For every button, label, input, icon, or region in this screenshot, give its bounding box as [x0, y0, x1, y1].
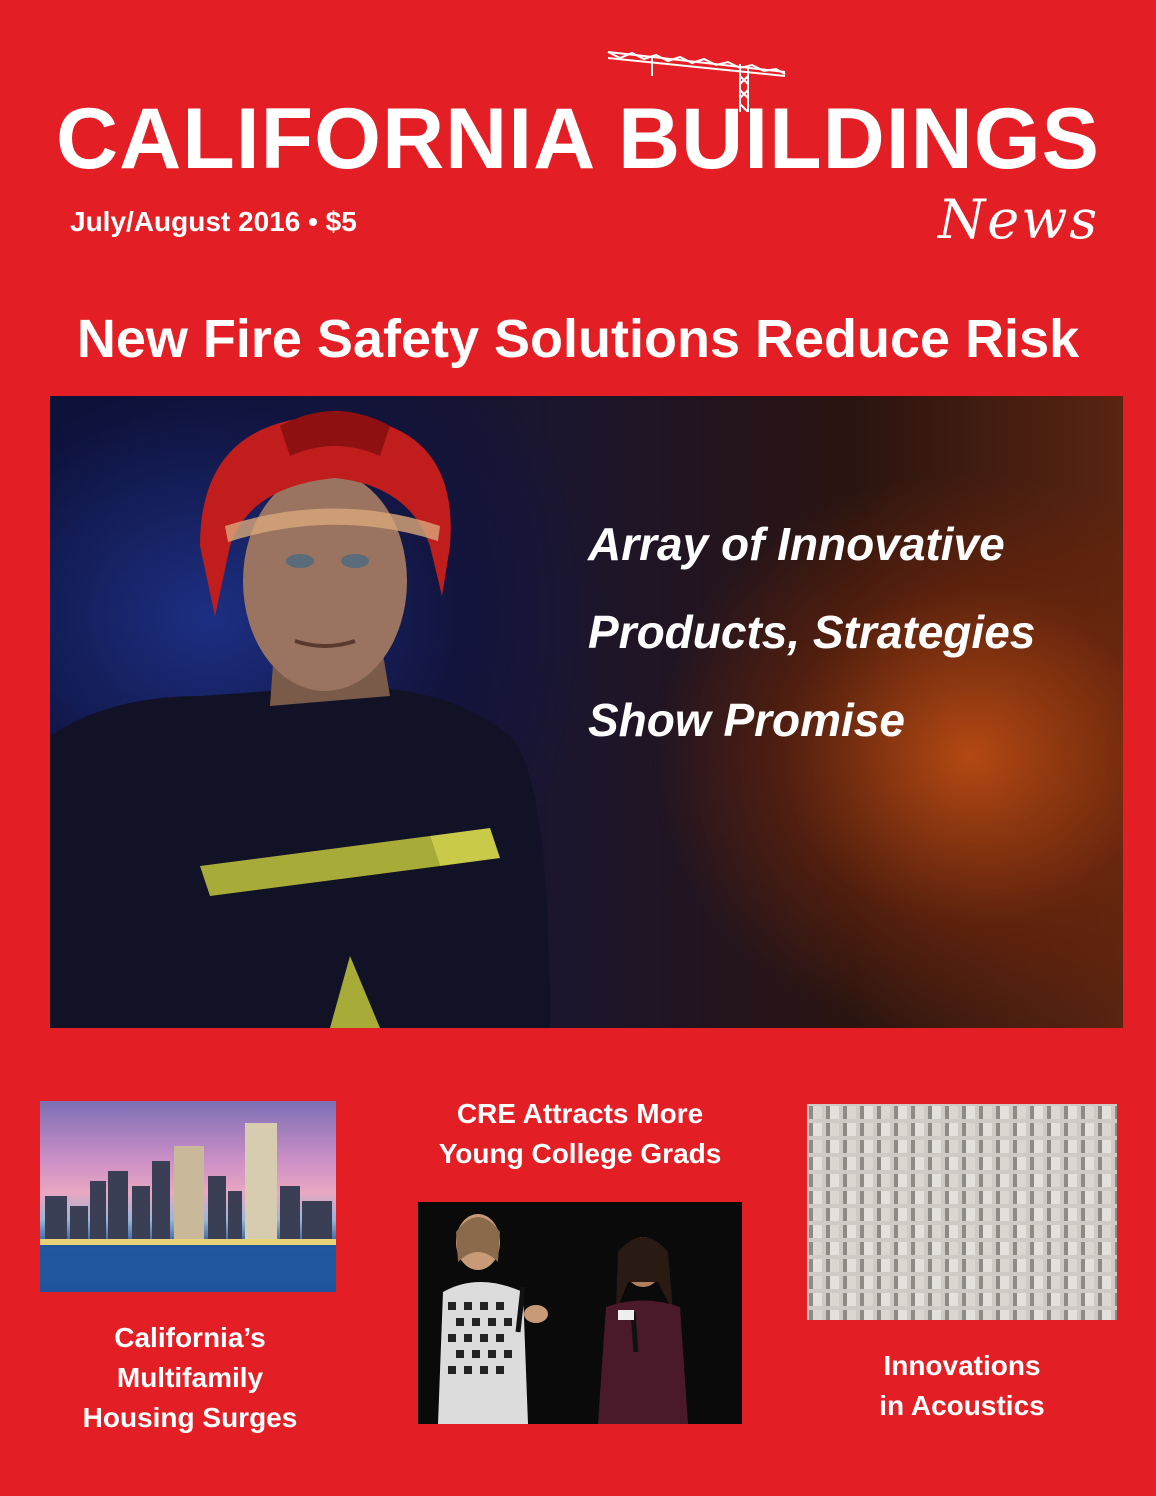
acoustic-tile-shadow — [1081, 1123, 1085, 1136]
acoustic-tile-shadow — [1115, 1310, 1117, 1320]
acoustic-tile-shadow — [826, 1208, 830, 1221]
acoustic-tile-shadow — [809, 1140, 813, 1153]
acoustic-tile-shadow — [860, 1106, 864, 1119]
acoustic-tile-shadow — [979, 1208, 983, 1221]
grads-caption — [398, 1094, 762, 1174]
acoustic-tile-shadow — [1064, 1157, 1068, 1170]
masthead-title: CALIFORNIA BUILDINGS — [56, 91, 1100, 187]
acoustic-tile-shadow — [928, 1106, 932, 1119]
acoustic-tile-shadow — [945, 1191, 949, 1204]
acoustic-tile-shadow — [996, 1276, 1000, 1289]
acoustic-tile-shadow — [843, 1225, 847, 1238]
acoustic-tile-shadow — [860, 1208, 864, 1221]
acoustic-tile-shadow — [860, 1174, 864, 1187]
acoustic-tile-shadow — [1115, 1174, 1117, 1187]
acoustic-tile-shadow — [1064, 1225, 1068, 1238]
acoustic-tile-shadow — [1013, 1259, 1017, 1272]
acoustic-tile-shadow — [1047, 1225, 1051, 1238]
acoustic-tile-shadow — [945, 1225, 949, 1238]
acoustic-tile-shadow — [1013, 1123, 1017, 1136]
acoustic-tile-shadow — [962, 1242, 966, 1255]
acoustic-tile-shadow — [979, 1140, 983, 1153]
issue-date-price: July/August 2016 • $5 — [70, 206, 357, 237]
acoustic-tile-shadow — [1098, 1276, 1102, 1289]
acoustic-tile-shadow — [877, 1259, 881, 1272]
acoustic-tile-shadow — [928, 1259, 932, 1272]
acoustic-tile-shadow — [1047, 1310, 1051, 1320]
acoustic-tile-shadow — [996, 1310, 1000, 1320]
acoustic-tile-shadow — [894, 1174, 898, 1187]
acoustic-tile-shadow — [809, 1106, 813, 1119]
acoustic-tile-shadow — [894, 1259, 898, 1272]
acoustic-tile-shadow — [860, 1259, 864, 1272]
acoustic-tile-shadow — [877, 1293, 881, 1306]
acoustic-tile-shadow — [1064, 1123, 1068, 1136]
acoustic-tile-shadow — [1047, 1106, 1051, 1119]
acoustic-tile-shadow — [1081, 1225, 1085, 1238]
acoustic-tile-shadow — [894, 1157, 898, 1170]
acoustic-tile-shadow — [928, 1293, 932, 1306]
acoustic-tile-shadow — [911, 1225, 915, 1238]
acoustic-tile-shadow — [1030, 1276, 1034, 1289]
acoustic-tile-shadow — [979, 1293, 983, 1306]
acoustic-tile-shadow — [843, 1123, 847, 1136]
acoustic-tile-shadow — [1047, 1191, 1051, 1204]
acoustic-tile-shadow — [1081, 1310, 1085, 1320]
acoustic-tile-shadow — [1013, 1157, 1017, 1170]
acoustic-tile-shadow — [1098, 1174, 1102, 1187]
acoustic-tile-shadow — [1030, 1242, 1034, 1255]
acoustic-tile-shadow — [1064, 1208, 1068, 1221]
acoustic-tile-shadow — [1013, 1106, 1017, 1119]
acoustic-tile-shadow — [1098, 1123, 1102, 1136]
acoustic-tile-shadow — [877, 1157, 881, 1170]
acoustic-tile-shadow — [1115, 1140, 1117, 1153]
acoustic-tile-shadow — [860, 1123, 864, 1136]
acoustic-tile-shadow — [979, 1123, 983, 1136]
acoustic-tile-shadow — [809, 1208, 813, 1221]
acoustic-tile-shadow — [826, 1191, 830, 1204]
acoustic-tile-shadow — [1081, 1208, 1085, 1221]
acoustic-tile-shadow — [809, 1276, 813, 1289]
acoustic-tile-shadow — [860, 1310, 864, 1320]
masthead-news-word: News — [938, 188, 1100, 251]
acoustic-tile-shadow — [1013, 1140, 1017, 1153]
acoustic-tile-shadow — [1115, 1293, 1117, 1306]
acoustic-tile-shadow — [826, 1310, 830, 1320]
acoustic-tile-shadow — [877, 1242, 881, 1255]
acoustic-tile-shadow — [843, 1310, 847, 1320]
city-skyline-photo — [40, 1101, 336, 1292]
acoustic-tile-shadow — [860, 1225, 864, 1238]
acoustic-tile-shadow — [945, 1157, 949, 1170]
acoustic-tile-shadow — [996, 1191, 1000, 1204]
acoustic-tile-shadow — [1115, 1259, 1117, 1272]
acoustic-tile-shadow — [1115, 1225, 1117, 1238]
acoustic-tile-shadow — [1030, 1208, 1034, 1221]
acoustic-tile-shadow — [843, 1157, 847, 1170]
hero-line-1: Array of Innovative — [588, 518, 1005, 570]
housing-caption — [40, 1318, 340, 1438]
housing-caption-line-3: Housing Surges — [82, 1402, 298, 1433]
acoustic-tile-shadow — [928, 1225, 932, 1238]
acoustic-tile-shadow — [911, 1140, 915, 1153]
acoustic-panel-photo — [807, 1104, 1117, 1320]
acoustic-tile-shadow — [809, 1123, 813, 1136]
acoustic-tile-shadow — [877, 1225, 881, 1238]
acoustic-tile-shadow — [979, 1259, 983, 1272]
acoustic-tile-shadow — [843, 1140, 847, 1153]
acoustic-tile-shadow — [1047, 1174, 1051, 1187]
acoustic-tile-shadow — [996, 1174, 1000, 1187]
acoustic-tile-shadow — [945, 1208, 949, 1221]
acoustic-tile-shadow — [894, 1106, 898, 1119]
acoustic-tile-shadow — [826, 1293, 830, 1306]
acoustic-tile-shadow — [877, 1123, 881, 1136]
acoustics-caption-line-1: Innovations — [883, 1350, 1041, 1381]
acoustic-tile-shadow — [826, 1225, 830, 1238]
acoustic-tile-shadow — [1047, 1293, 1051, 1306]
acoustic-tile-shadow — [860, 1157, 864, 1170]
acoustic-tile-shadow — [826, 1157, 830, 1170]
acoustic-tile-shadow — [945, 1174, 949, 1187]
city-skyline-icon — [40, 1101, 336, 1292]
acoustic-tile-shadow — [843, 1293, 847, 1306]
acoustic-tile-shadow — [911, 1157, 915, 1170]
acoustic-tile-shadow — [1030, 1140, 1034, 1153]
acoustic-tile-shadow — [1013, 1191, 1017, 1204]
acoustic-tile-shadow — [979, 1157, 983, 1170]
acoustic-tile-shadow — [1098, 1293, 1102, 1306]
acoustic-tile-shadow — [979, 1242, 983, 1255]
grads-caption-line-2: Young College Grads — [438, 1138, 722, 1169]
acoustic-tile-shadow — [1081, 1157, 1085, 1170]
acoustic-tile-shadow — [877, 1106, 881, 1119]
acoustic-tile-shadow — [1115, 1208, 1117, 1221]
acoustic-tile-shadow — [979, 1191, 983, 1204]
acoustic-tile-shadow — [1030, 1293, 1034, 1306]
acoustic-tile-shadow — [962, 1276, 966, 1289]
acoustic-tile-shadow — [826, 1140, 830, 1153]
acoustic-tile-shadow — [928, 1174, 932, 1187]
acoustic-tile-shadow — [1098, 1242, 1102, 1255]
acoustics-caption — [812, 1346, 1112, 1426]
acoustic-tile-shadow — [894, 1242, 898, 1255]
acoustic-tile-shadow — [1064, 1293, 1068, 1306]
acoustic-tile-shadow — [809, 1191, 813, 1204]
acoustic-tile-shadow — [928, 1157, 932, 1170]
acoustic-tile-shadow — [1081, 1106, 1085, 1119]
acoustic-tile-shadow — [809, 1293, 813, 1306]
acoustic-tile-shadow — [1030, 1191, 1034, 1204]
acoustic-tile-shadow — [911, 1208, 915, 1221]
acoustic-tile-shadow — [1064, 1174, 1068, 1187]
acoustic-tile-shadow — [1081, 1191, 1085, 1204]
acoustics-caption-line-2: in Acoustics — [879, 1390, 1045, 1421]
acoustic-tile-shadow — [1030, 1225, 1034, 1238]
acoustic-tile-shadow — [894, 1123, 898, 1136]
speakers-icon — [418, 1202, 742, 1424]
acoustic-tile-shadow — [809, 1242, 813, 1255]
acoustic-tile-shadow — [843, 1259, 847, 1272]
acoustic-tile-shadow — [928, 1123, 932, 1136]
acoustic-tile-shadow — [1115, 1191, 1117, 1204]
acoustic-tile-shadow — [843, 1106, 847, 1119]
acoustic-tile-shadow — [843, 1191, 847, 1204]
acoustic-tile-shadow — [996, 1225, 1000, 1238]
acoustic-tile-shadow — [843, 1208, 847, 1221]
acoustic-tile-shadow — [1030, 1174, 1034, 1187]
acoustic-tile-shadow — [1030, 1106, 1034, 1119]
acoustic-tile-shadow — [945, 1276, 949, 1289]
acoustic-tile-shadow — [1030, 1123, 1034, 1136]
acoustic-tile-shadow — [996, 1157, 1000, 1170]
acoustic-tile-shadow — [877, 1191, 881, 1204]
acoustic-tile-shadow — [1047, 1259, 1051, 1272]
acoustic-tile-shadow — [860, 1191, 864, 1204]
acoustic-tile-shadow — [911, 1106, 915, 1119]
acoustic-tile-shadow — [962, 1140, 966, 1153]
acoustic-tile-shadow — [1081, 1174, 1085, 1187]
firefighter-icon — [50, 396, 610, 1028]
acoustic-tile-shadow — [894, 1208, 898, 1221]
acoustic-tile-shadow — [809, 1174, 813, 1187]
acoustic-panel-icon — [807, 1104, 1117, 1320]
acoustic-tile-shadow — [962, 1259, 966, 1272]
acoustic-tile-shadow — [1098, 1106, 1102, 1119]
acoustic-tile-shadow — [1115, 1276, 1117, 1289]
acoustic-tile-shadow — [1047, 1208, 1051, 1221]
acoustic-tile-shadow — [962, 1174, 966, 1187]
acoustic-tile-shadow — [996, 1106, 1000, 1119]
acoustic-tile-shadow — [1047, 1276, 1051, 1289]
acoustic-tile-shadow — [1030, 1259, 1034, 1272]
acoustic-tile-shadow — [1064, 1140, 1068, 1153]
acoustic-tile-shadow — [979, 1106, 983, 1119]
acoustic-tile-shadow — [979, 1276, 983, 1289]
acoustic-tile-shadow — [979, 1174, 983, 1187]
acoustic-tile-shadow — [860, 1293, 864, 1306]
acoustic-tile-shadow — [1013, 1276, 1017, 1289]
acoustic-tile-shadow — [894, 1225, 898, 1238]
acoustic-tile-shadow — [911, 1310, 915, 1320]
acoustic-tile-shadow — [1098, 1157, 1102, 1170]
acoustic-tile-shadow — [928, 1242, 932, 1255]
hero-line-3: Show Promise — [588, 694, 905, 746]
acoustic-tile-shadow — [894, 1140, 898, 1153]
acoustic-tile-shadow — [911, 1259, 915, 1272]
acoustic-tile-shadow — [996, 1259, 1000, 1272]
acoustic-tile-shadow — [928, 1310, 932, 1320]
acoustic-tile-shadow — [1064, 1242, 1068, 1255]
acoustic-tile-shadow — [962, 1310, 966, 1320]
acoustic-tile-shadow — [809, 1225, 813, 1238]
acoustic-tile-shadow — [843, 1276, 847, 1289]
hero-tagline — [588, 500, 1108, 764]
acoustic-tile-shadow — [945, 1293, 949, 1306]
acoustic-tile-shadow — [1098, 1191, 1102, 1204]
acoustic-tile-shadow — [1013, 1225, 1017, 1238]
acoustic-tile-shadow — [877, 1140, 881, 1153]
acoustic-tile-shadow — [996, 1293, 1000, 1306]
acoustic-tile-shadow — [809, 1310, 813, 1320]
hero-image — [50, 396, 1123, 1028]
acoustic-tile-shadow — [1013, 1310, 1017, 1320]
acoustic-tile-shadow — [962, 1157, 966, 1170]
acoustic-tile-shadow — [1013, 1174, 1017, 1187]
acoustic-tile-shadow — [962, 1208, 966, 1221]
acoustic-tile-shadow — [826, 1123, 830, 1136]
housing-caption-line-2: Multifamily — [116, 1362, 264, 1393]
acoustic-tile-shadow — [860, 1276, 864, 1289]
housing-caption-line-1: California’s — [114, 1322, 266, 1353]
acoustic-tile-shadow — [962, 1225, 966, 1238]
acoustic-tile-shadow — [928, 1208, 932, 1221]
cover-headline: New Fire Safety Solutions Reduce Risk — [76, 309, 1080, 369]
acoustic-tile-shadow — [826, 1259, 830, 1272]
acoustic-tile-shadow — [1098, 1208, 1102, 1221]
acoustic-tile-shadow — [945, 1259, 949, 1272]
acoustic-tile-shadow — [1115, 1242, 1117, 1255]
acoustic-tile-shadow — [1047, 1242, 1051, 1255]
acoustic-tile-shadow — [1098, 1310, 1102, 1320]
acoustic-tile-shadow — [962, 1123, 966, 1136]
acoustic-tile-shadow — [928, 1191, 932, 1204]
acoustic-tile-shadow — [962, 1106, 966, 1119]
grads-caption-line-1: CRE Attracts More — [456, 1098, 704, 1129]
acoustic-tile-shadow — [877, 1174, 881, 1187]
acoustic-tile-shadow — [928, 1276, 932, 1289]
acoustic-tile-shadow — [1081, 1259, 1085, 1272]
hero-line-2: Products, Strategies — [588, 606, 1036, 658]
acoustic-tile-shadow — [996, 1242, 1000, 1255]
acoustic-tile-shadow — [945, 1310, 949, 1320]
acoustic-tile-shadow — [826, 1174, 830, 1187]
acoustic-tile-shadow — [1030, 1157, 1034, 1170]
acoustic-tile-shadow — [809, 1259, 813, 1272]
acoustic-tile-shadow — [1098, 1259, 1102, 1272]
acoustic-tile-shadow — [962, 1293, 966, 1306]
acoustic-tile-shadow — [826, 1276, 830, 1289]
acoustic-tile-shadow — [1064, 1276, 1068, 1289]
acoustic-tile-shadow — [809, 1157, 813, 1170]
acoustic-tile-shadow — [1064, 1106, 1068, 1119]
acoustic-tile-shadow — [1013, 1208, 1017, 1221]
acoustic-tile-shadow — [945, 1123, 949, 1136]
acoustic-tile-shadow — [1064, 1310, 1068, 1320]
acoustic-tile-shadow — [1047, 1123, 1051, 1136]
acoustic-tile-shadow — [1115, 1123, 1117, 1136]
acoustic-tile-shadow — [860, 1242, 864, 1255]
acoustic-tile-shadow — [1064, 1191, 1068, 1204]
acoustic-tile-shadow — [996, 1140, 1000, 1153]
acoustic-tile-shadow — [911, 1242, 915, 1255]
acoustic-tile-shadow — [996, 1123, 1000, 1136]
acoustic-tile-shadow — [945, 1242, 949, 1255]
acoustic-tile-shadow — [945, 1106, 949, 1119]
acoustic-tile-shadow — [1047, 1157, 1051, 1170]
acoustic-tile-shadow — [894, 1310, 898, 1320]
acoustic-tile-shadow — [928, 1140, 932, 1153]
acoustic-tile-shadow — [911, 1123, 915, 1136]
acoustic-tile-shadow — [894, 1293, 898, 1306]
acoustic-tile-shadow — [1064, 1259, 1068, 1272]
acoustic-tile-shadow — [1081, 1242, 1085, 1255]
acoustic-tile-shadow — [1081, 1140, 1085, 1153]
acoustic-tile-shadow — [826, 1106, 830, 1119]
acoustic-tile-shadow — [877, 1208, 881, 1221]
acoustic-tile-shadow — [1098, 1140, 1102, 1153]
acoustic-tile-shadow — [996, 1208, 1000, 1221]
acoustic-tile-shadow — [894, 1191, 898, 1204]
acoustic-tile-shadow — [1013, 1242, 1017, 1255]
acoustic-tile-shadow — [1013, 1293, 1017, 1306]
acoustic-tile-shadow — [962, 1191, 966, 1204]
acoustic-tile-shadow — [1098, 1225, 1102, 1238]
acoustic-tile-shadow — [843, 1174, 847, 1187]
acoustic-tile-shadow — [1115, 1157, 1117, 1170]
acoustic-tile-shadow — [826, 1242, 830, 1255]
acoustic-tile-shadow — [843, 1242, 847, 1255]
acoustic-tile-shadow — [1047, 1140, 1051, 1153]
acoustic-tile-shadow — [945, 1140, 949, 1153]
acoustic-tile-shadow — [877, 1310, 881, 1320]
acoustic-tile-shadow — [911, 1191, 915, 1204]
speakers-photo — [418, 1202, 742, 1424]
acoustic-tile-shadow — [1081, 1293, 1085, 1306]
acoustic-tile-shadow — [860, 1140, 864, 1153]
acoustic-tile-shadow — [1081, 1276, 1085, 1289]
acoustic-tile-shadow — [877, 1276, 881, 1289]
acoustic-tile-shadow — [911, 1174, 915, 1187]
acoustic-tile-shadow — [911, 1293, 915, 1306]
acoustic-tile-shadow — [979, 1310, 983, 1320]
acoustic-tile-shadow — [894, 1276, 898, 1289]
acoustic-tile-shadow — [1115, 1106, 1117, 1119]
acoustic-tile-shadow — [1030, 1310, 1034, 1320]
acoustic-tile-shadow — [911, 1276, 915, 1289]
acoustic-tile-shadow — [979, 1225, 983, 1238]
